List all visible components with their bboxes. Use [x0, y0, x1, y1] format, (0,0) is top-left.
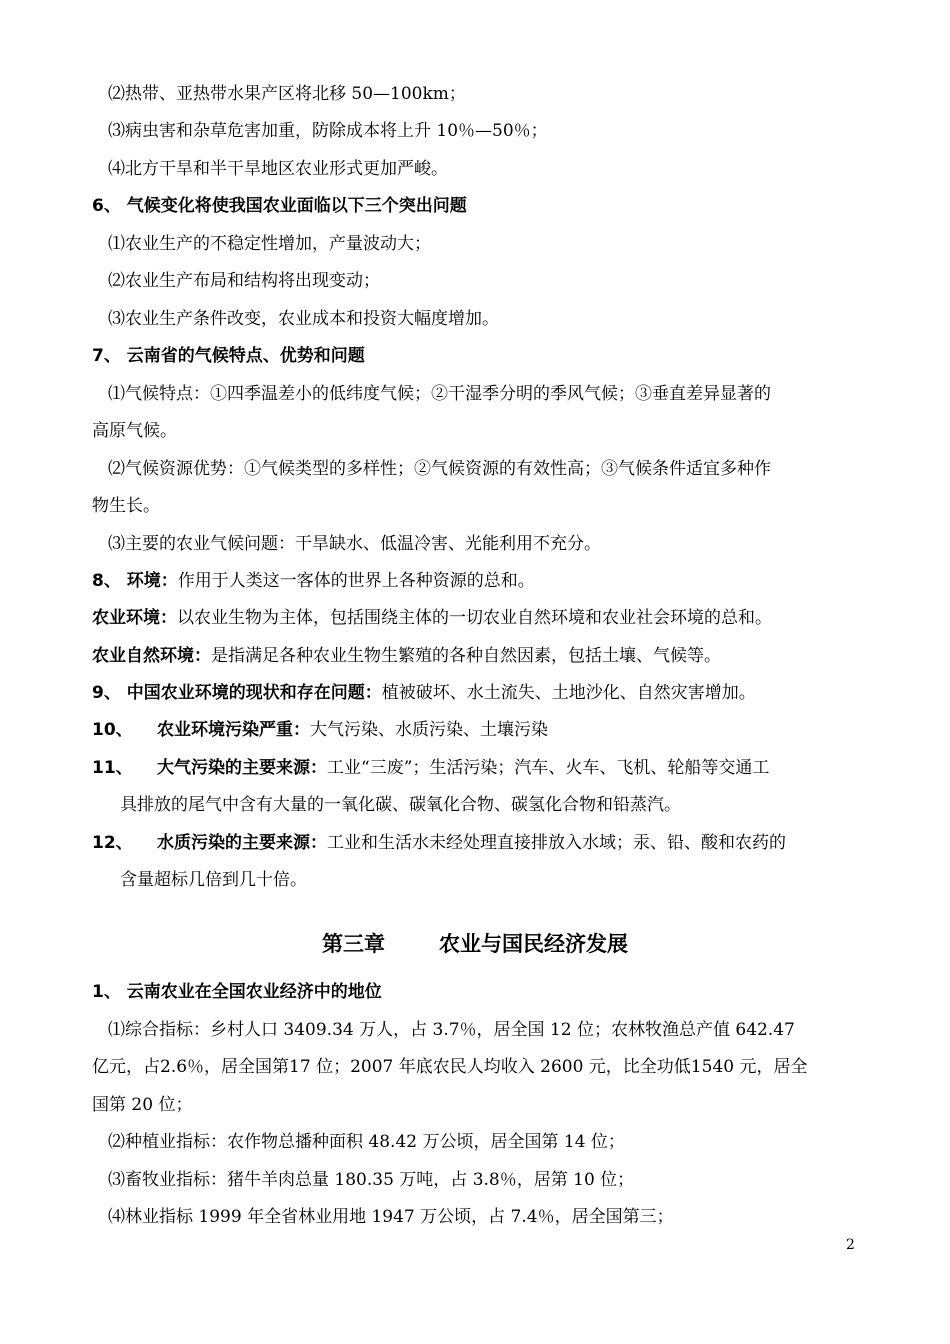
section-heading: 1、 云南农业在全国农业经济中的地位 [92, 982, 382, 1002]
text-line: ⑵农业生产布局和结构将出现变动； [108, 271, 380, 291]
chapter-heading [0, 930, 950, 958]
text-line: 亿元，占2.6％，居全国第17 位；2007 年底农民人均收入 2600 元，比全功低1540 元，居全 [92, 1057, 808, 1077]
text-line: ⑶主要的农业气候问题：干旱缺水、低温冷害、光能利用不充分。 [108, 534, 601, 554]
text-line: ⑵种植业指标：农作物总播种面积 48.42 万公顷，居全国第 14 位； [108, 1132, 625, 1152]
text-line: ⑵热带、亚热带水果产区将北移 50—100km； [108, 84, 466, 104]
definition-term: 水质污染的主要来源： [157, 833, 327, 853]
definition-line [92, 569, 535, 593]
definition-line [92, 644, 721, 668]
definition-line [92, 606, 772, 630]
definition-line [92, 681, 756, 705]
text-line: 含量超标几倍到几十倍。 [120, 870, 307, 890]
chapter-title: 农业与国民经济发展 [439, 932, 628, 956]
text-line: ⑶农业生产条件改变，农业成本和投资大幅度增加。 [108, 309, 499, 329]
definition-term: 农业自然环境： [92, 646, 211, 666]
definition-term: 9、 中国农业环境的现状和存在问题： [92, 683, 382, 703]
item-number: 11、 [92, 758, 133, 778]
definition-term: 农业环境： [92, 608, 177, 628]
definition-term: 8、 环境： [92, 571, 178, 591]
text-line: 具排放的尾气中含有大量的一氧化碳、碳氧化合物、碳氢化合物和铅蒸汽。 [120, 795, 681, 815]
item-number: 12、 [92, 833, 133, 853]
item-number: 10、 [92, 720, 133, 740]
definition-text: 以农业生物为主体，包括围绕主体的一切农业自然环境和农业社会环境的总和。 [177, 608, 772, 628]
text-line: ⑵气候资源优势：①气候类型的多样性；②气候资源的有效性高；③气候条件适宜多种作 [108, 459, 771, 479]
definition-text: 作用于人类这一客体的世界上各种资源的总和。 [177, 571, 535, 591]
section-heading: 7、 云南省的气候特点、优势和问题 [92, 346, 365, 366]
definition-text: 工业“三废”；生活污染；汽车、火车、飞机、轮船等交通工 [327, 758, 770, 778]
definition-line [157, 831, 786, 855]
text-line: ⑷北方干旱和半干旱地区农业形式更加严峻。 [108, 159, 448, 179]
definition-term: 大气污染的主要来源： [157, 758, 327, 778]
page-number: 2 [846, 1237, 855, 1253]
text-line: ⑴农业生产的不稳定性增加，产量波动大； [108, 234, 431, 254]
text-line: ⑶畜牧业指标：猪牛羊肉总量 180.35 万吨，占 3.8％，居第 10 位； [108, 1170, 635, 1190]
definition-line [157, 756, 769, 780]
definition-text: 植被破坏、水土流失、土地沙化、自然灾害增加。 [381, 683, 756, 703]
definition-line [157, 718, 548, 742]
chapter-number: 第三章 [322, 932, 385, 956]
text-line: 国第 20 位； [92, 1095, 193, 1115]
section-heading: 6、 气候变化将使我国农业面临以下三个突出问题 [92, 196, 467, 216]
text-line: ⑴综合指标：乡村人口 3409.34 万人，占 3.7％，居全国 12 位；农林牧渔总产值 642.47 [108, 1020, 795, 1040]
text-line: 高原气候。 [92, 421, 177, 441]
definition-text: 是指满足各种农业生物生繁殖的各种自然因素，包括土壤、气候等。 [211, 646, 721, 666]
text-line: ⑷林业指标 1999 年全省林业用地 1947 万公顷，占 7.4％，居全国第三； [108, 1207, 674, 1227]
text-line: ⑶病虫害和杂草危害加重，防除成本将上升 10％—50％； [108, 121, 548, 141]
definition-text: 大气污染、水质污染、土壤污染 [310, 720, 548, 740]
definition-term: 农业环境污染严重： [157, 720, 310, 740]
text-line: ⑴气候特点：①四季温差小的低纬度气候；②干湿季分明的季风气候；③垂直差异显著的 [108, 384, 771, 404]
definition-text: 工业和生活水未经处理直接排放入水域；汞、铅、酸和农药的 [327, 833, 786, 853]
text-line: 物生长。 [92, 496, 160, 516]
